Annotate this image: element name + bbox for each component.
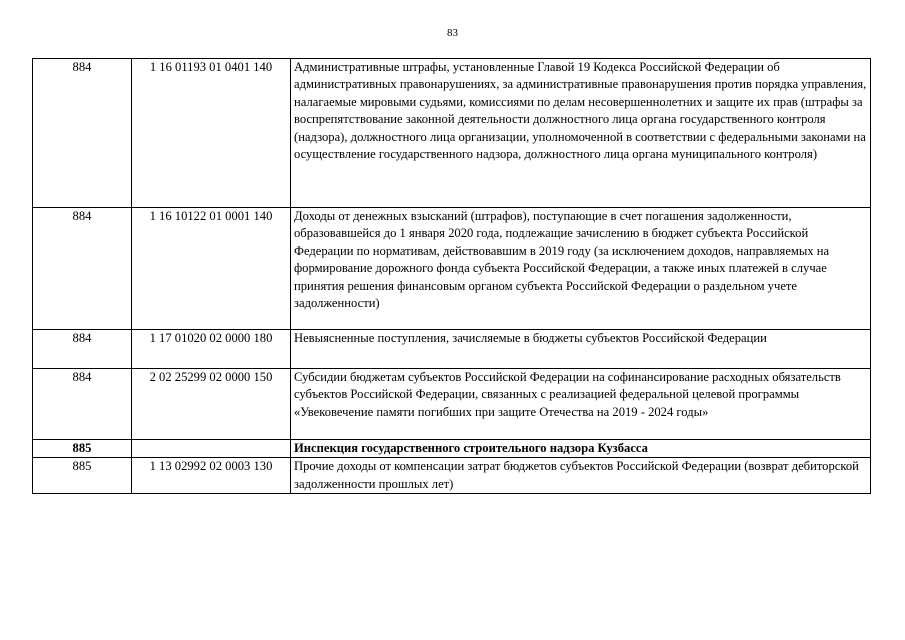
table-row-administrator-header [33,440,871,458]
income-name-cell: Прочие доходы от компенсации затрат бюджетов субъектов Российской Федерации (возврат дебиторской задолженности прошлых лет) [291,458,871,494]
income-name-cell: Невыясненные поступления, зачисляемые в бюджеты субъектов Российской Федерации [291,330,871,369]
table-row [33,369,871,440]
budget-income-table [32,58,871,494]
table-row [33,330,871,369]
budget-code-cell [132,440,291,458]
admin-code-cell: 884 [33,59,132,208]
admin-code-cell: 885 [33,458,132,494]
budget-code-cell: 1 16 01193 01 0401 140 [132,59,291,208]
administrator-name-cell: Инспекция государственного строительного надзора Кузбасса [291,440,871,458]
budget-code-cell: 1 17 01020 02 0000 180 [132,330,291,369]
admin-code-cell: 884 [33,208,132,330]
income-name-cell: Доходы от денежных взысканий (штрафов), поступающие в счет погашения задолженности, образовавшейся до 1 января 2020 года, подлежащие зачислению в бюджет субъекта Российской Федерации по нормативам, действовавшим в 2019 году (за исключением доходов, направляемых на формирование дорожного фонда субъекта Российской Федерации, а также иных платежей в случае принятия решения финансовым органом субъекта Российской Федерации о раздельном учете задолженности) [291,208,871,330]
budget-code-cell: 1 13 02992 02 0003 130 [132,458,291,494]
table-row [33,458,871,494]
income-name-cell: Административные штрафы, установленные Главой 19 Кодекса Российской Федерации об административных правонарушениях, за административные правонарушения против порядка управления, налагаемые мировыми судьями, комиссиями по делам несовершеннолетних и защите их прав (штрафы за воспрепятствование законной деятельности должностного лица органа государственного контроля (надзора), должностного лица организации, уполномоченной в соответствии с федеральными законами на осуществление государственного надзора, должностного лица органа муниципального контроля) [291,59,871,208]
admin-code-cell: 884 [33,369,132,440]
table-body [33,59,871,494]
table-row [33,59,871,208]
income-name-cell: Субсидии бюджетам субъектов Российской Федерации на софинансирование расходных обязательств субъектов Российской Федерации, связанных с реализацией федеральной целевой программы «Увековечение памяти погибших при защите Отечества на 2019 - 2024 годы» [291,369,871,440]
page-number: 83 [447,27,458,39]
admin-code-cell: 885 [33,440,132,458]
budget-code-cell: 1 16 10122 01 0001 140 [132,208,291,330]
budget-code-cell: 2 02 25299 02 0000 150 [132,369,291,440]
table-row [33,208,871,330]
admin-code-cell: 884 [33,330,132,369]
